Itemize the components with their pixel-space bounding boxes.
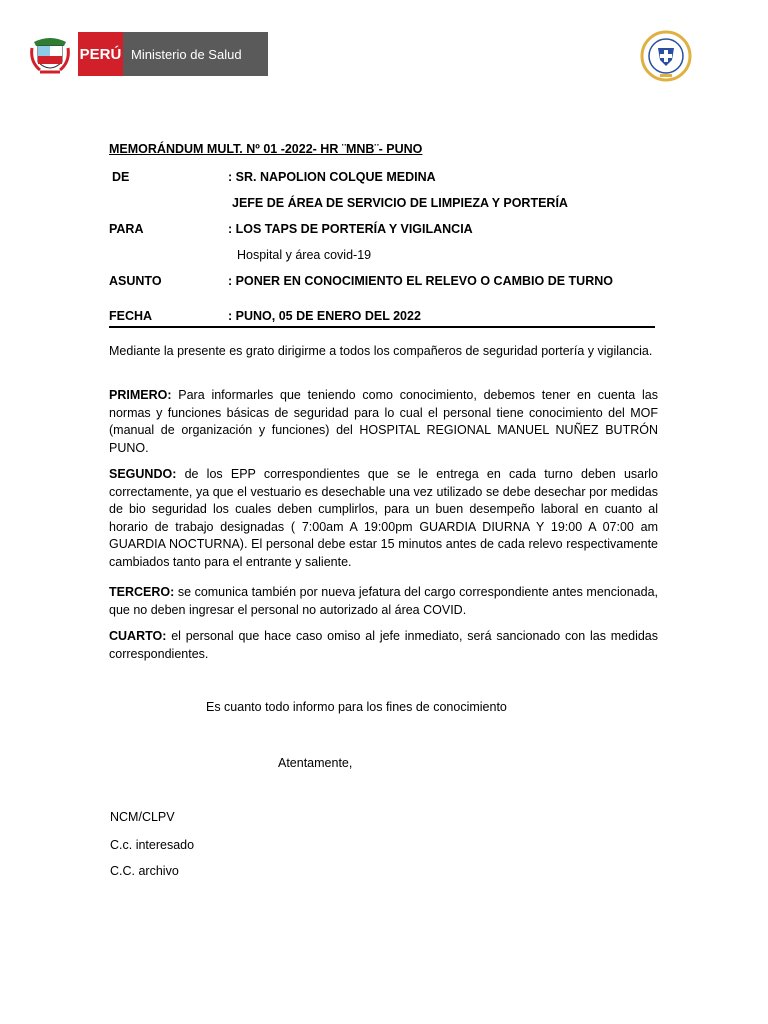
de-value: : SR. NAPOLION COLQUE MEDINA <box>228 170 436 184</box>
country-label: PERÚ <box>78 32 123 76</box>
tercero-text: se comunica también por nueva jefatura del cargo correspondiente antes mencionada, que no deben ingresar el personal no autorizado al área COVID. <box>109 585 658 617</box>
tercero-paragraph <box>109 584 658 619</box>
segundo-label: SEGUNDO: <box>109 467 177 481</box>
cuarto-text: el personal que hace caso omiso al jefe inmediato, será sancionado con las medidas correspondientes. <box>109 629 658 661</box>
header-divider <box>109 326 655 328</box>
hospital-logo-icon <box>636 30 696 82</box>
cuarto-paragraph <box>109 628 658 663</box>
peru-coat-of-arms-icon <box>30 34 70 76</box>
memo-title: MEMORÁNDUM MULT. Nº 01 -2022- HR ¨MNB¨- PUNO <box>109 142 423 156</box>
segundo-paragraph <box>109 466 658 571</box>
cuarto-label: CUARTO: <box>109 629 167 643</box>
intro-paragraph: Mediante la presente es grato dirigirme a todos los compañeros de seguridad portería y vigilancia. <box>109 344 653 358</box>
segundo-text: de los EPP correspondientes que se le entrega en cada turno deben usarlo correctamente, ya que el vestuario es desechable una vez utilizado se debe desechar por medidas de bio seguridad los cuales deben cumplirlos, para un buen desempeño laboral en cuanto al horario de trabajo designadas ( 7:00am A 19:00pm GUARDIA DIURNA Y 19:00 A 07:00 am GUARDIA NOCTURNA). El personal debe estar 15 minutos antes de cada relevo respectivamente cambiados tanto para el entrante y saliente. <box>109 467 658 569</box>
primero-paragraph <box>109 387 658 457</box>
ministry-label: Ministerio de Salud <box>131 46 242 62</box>
para-value: : LOS TAPS DE PORTERÍA Y VIGILANCIA <box>228 222 473 236</box>
primero-label: PRIMERO: <box>109 388 172 402</box>
cc-interesado: C.c. interesado <box>110 838 195 852</box>
de-value-title: JEFE DE ÁREA DE SERVICIO DE LIMPIEZA Y PORTERÍA <box>232 196 568 210</box>
closing-line: Es cuanto todo informo para los fines de conocimiento <box>206 700 507 714</box>
signoff: Atentamente, <box>278 756 353 770</box>
fecha-value: : PUNO, 05 DE ENERO DEL 2022 <box>228 309 421 323</box>
fecha-label: FECHA <box>109 309 153 323</box>
cc-archivo: C.C. archivo <box>110 864 179 878</box>
para-label: PARA <box>109 222 144 236</box>
primero-text: Para informarles que teniendo como conocimiento, debemos tener en cuenta las normas y funciones básicas de seguridad para lo cual el personal tiene conocimiento del MOF (manual de organización y funciones) del HOSPITAL REGIONAL MANUEL NUÑEZ BUTRÓN PUNO. <box>109 388 658 455</box>
initials: NCM/CLPV <box>110 810 175 824</box>
para-value-sub: Hospital y área covid-19 <box>237 248 372 262</box>
asunto-label: ASUNTO <box>109 274 162 288</box>
asunto-value: : PONER EN CONOCIMIENTO EL RELEVO O CAMBIO DE TURNO <box>228 274 613 288</box>
tercero-label: TERCERO: <box>109 585 175 599</box>
de-label: DE <box>112 170 130 184</box>
government-banner <box>78 32 268 76</box>
